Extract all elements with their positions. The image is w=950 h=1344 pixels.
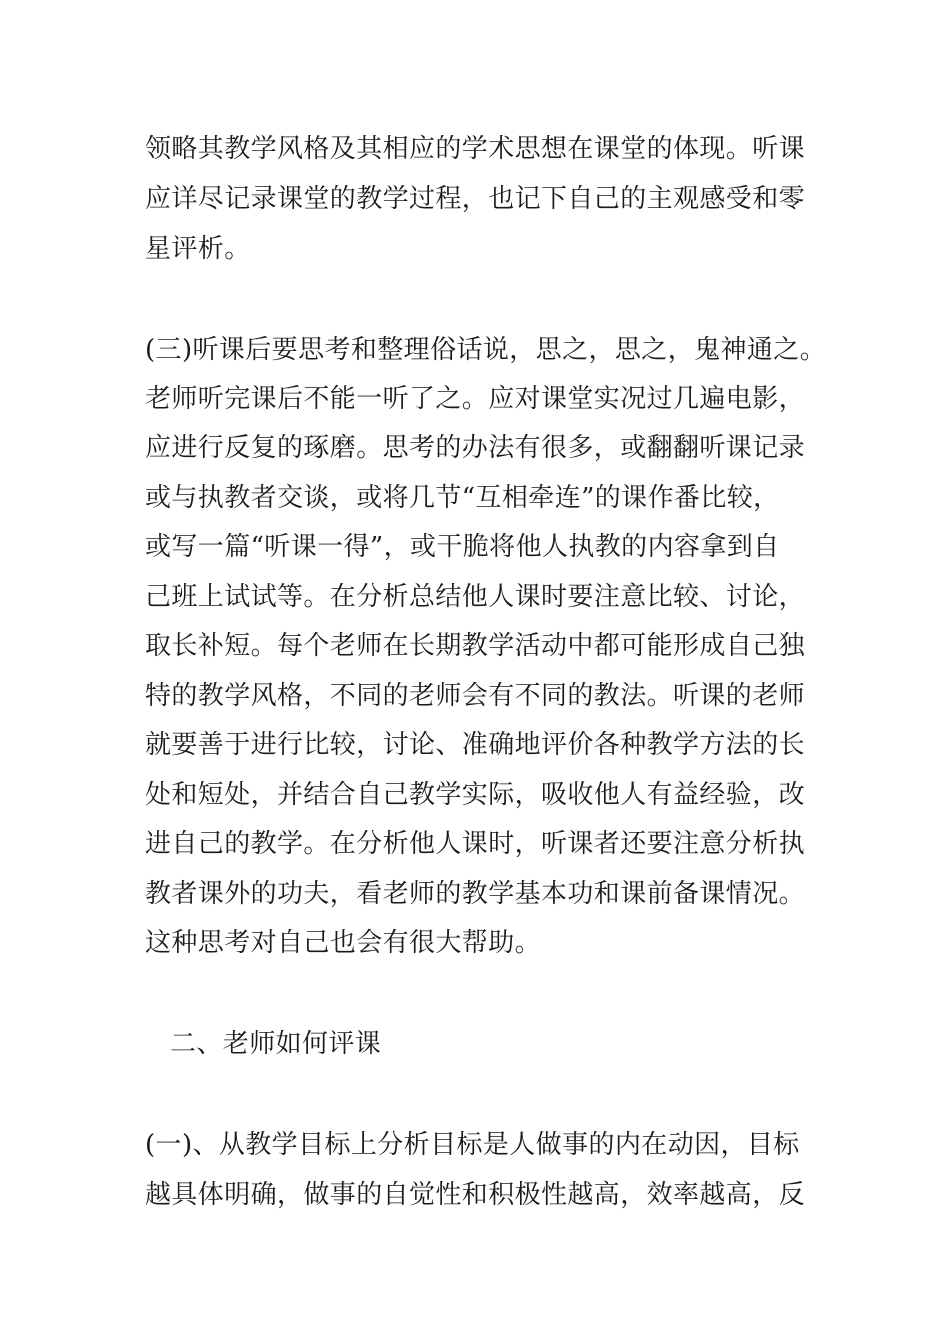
text-line: (三)听课后要思考和整理俗话说，思之，思之，鬼神通之。 [145, 335, 827, 365]
text-line: 这种思考对自己也会有很大帮助。 [145, 928, 542, 958]
text-line: 或写一篇“听课一得”，或干脆将他人执教的内容拿到自 [145, 532, 780, 562]
text-line: 或与执教者交谈，或将几节“互相牵连”的课作番比较， [145, 483, 780, 513]
text-line: 星评析。 [145, 234, 251, 264]
text-line: 进自己的教学。在分析他人课时，听课者还要注意分析执 [145, 829, 806, 859]
text-line: 应进行反复的琢磨。思考的办法有很多，或翻翻听课记录 [145, 433, 806, 463]
text-line: 教者课外的功夫，看老师的教学基本功和课前备课情况。 [145, 879, 806, 909]
text-line: 取长补短。每个老师在长期教学活动中都可能形成自己独 [145, 631, 806, 661]
text-line: 处和短处，并结合自己教学实际，吸收他人有益经验，改 [145, 780, 806, 810]
text-line: (一)、从教学目标上分析目标是人做事的内在动因，目标 [145, 1130, 800, 1160]
section-heading: 二、老师如何评课 [170, 1029, 382, 1059]
text-line: 就要善于进行比较，讨论、准确地评价各种教学方法的长 [145, 730, 806, 760]
text-line: 老师听完课后不能一听了之。应对课堂实况过几遍电影， [145, 384, 806, 414]
text-line: 己班上试试等。在分析总结他人课时要注意比较、讨论， [145, 582, 806, 612]
text-line: 应详尽记录课堂的教学过程，也记下自己的主观感受和零 [145, 184, 806, 214]
text-line: 领略其教学风格及其相应的学术思想在课堂的体现。听课 [145, 134, 806, 164]
text-line: 特的教学风格，不同的老师会有不同的教法。听课的老师 [145, 681, 806, 711]
text-line: 越具体明确，做事的自觉性和积极性越高，效率越高，反 [145, 1180, 806, 1210]
